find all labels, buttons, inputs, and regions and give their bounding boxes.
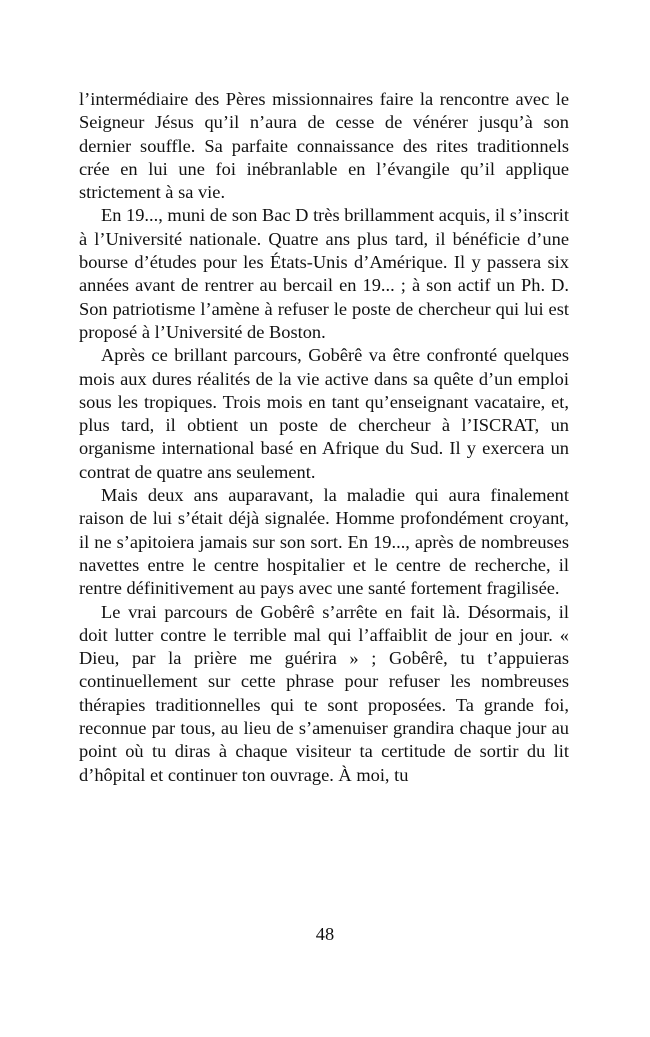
page-number: 48 [315,924,335,944]
paragraph: En 19..., muni de son Bac D très brillamment acquis, il s’inscrit à l’Université nationale. Quatre ans plus tard, il bénéficie d’une bourse d’études pour les États-Unis d’Amérique. Il y passera six années avant de rentrer au bercail en 19... ; à son actif un Ph. D. Son patriotisme l’amène à refuser le poste de chercheur qui lui est proposé à l’Université de Boston. [79,205,569,342]
paragraph: Mais deux ans auparavant, la maladie qui aura finalement raison de lui s’était déjà signalée. Homme profondément croyant, il ne s’apitoiera jamais sur son sort. En 19..., après de nombreuses navettes entre le centre hospitalier et le centre de recherche, il rentre définitivement au pays avec une santé fortement fragilisée. [79,485,569,599]
body-text [79,88,569,787]
paragraph: l’intermédiaire des Pères missionnaires faire la rencontre avec le Seigneur Jésus qu’il n’aura de cesse de vénérer jusqu’à son dernier souffle. Sa parfaite connaissance des rites traditionnels crée en lui une foi inébranlable en l’évangile qu’il applique strictement à sa vie. [79,89,569,203]
paragraph: Le vrai parcours de Gobêrê s’arrête en fait là. Désormais, il doit lutter contre le terrible mal qui l’affaiblit de jour en jour. « Dieu, par la prière me guérira » ; Gobêrê, tu t’appuieras continuellement sur cette phrase pour refuser les nombreuses thérapies traditionnelles qui te sont proposées. Ta grande foi, reconnue par tous, au lieu de s’amenuiser grandira chaque jour au point où tu diras à chaque visiteur ta certitude de sortir du lit d’hôpital et continuer ton ouvrage. À moi, tu [79,601,569,785]
paragraph: Après ce brillant parcours, Gobêrê va être confronté quelques mois aux dures réalités de la vie active dans sa quête d’un emploi sous les tropiques. Trois mois en tant qu’enseignant vacataire, et, plus tard, il obtient un poste de chercheur à l’ISCRAT, un organisme international basé en Afrique du Sud. Il y exercera un contrat de quatre ans seulement. [79,345,569,482]
